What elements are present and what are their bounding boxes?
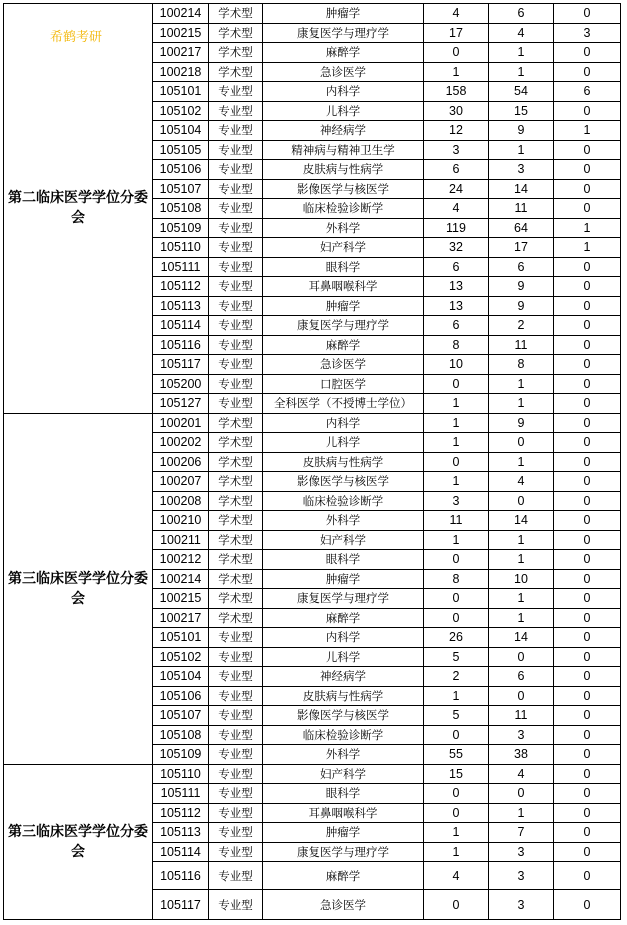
major-name-cell: 影像医学与核医学 xyxy=(263,472,424,492)
program-code-cell: 105107 xyxy=(153,179,209,199)
major-name-cell: 临床检验诊断学 xyxy=(263,491,424,511)
major-name-cell: 眼科学 xyxy=(263,784,424,804)
count-c-cell: 0 xyxy=(554,491,621,511)
degree-type-cell: 学术型 xyxy=(209,4,263,24)
major-name-cell: 耳鼻咽喉科学 xyxy=(263,803,424,823)
count-c-cell: 0 xyxy=(554,530,621,550)
count-a-cell: 1 xyxy=(424,62,489,82)
count-b-cell: 11 xyxy=(489,335,554,355)
program-code-cell: 105117 xyxy=(153,890,209,920)
count-c-cell: 0 xyxy=(554,413,621,433)
count-a-cell: 6 xyxy=(424,160,489,180)
program-code-cell: 105112 xyxy=(153,803,209,823)
count-b-cell: 1 xyxy=(489,608,554,628)
count-c-cell: 0 xyxy=(554,706,621,726)
count-c-cell: 0 xyxy=(554,179,621,199)
program-code-cell: 105117 xyxy=(153,355,209,375)
degree-type-cell: 学术型 xyxy=(209,608,263,628)
count-c-cell: 0 xyxy=(554,296,621,316)
major-name-cell: 康复医学与理疗学 xyxy=(263,842,424,862)
count-b-cell: 3 xyxy=(489,890,554,920)
count-b-cell: 14 xyxy=(489,179,554,199)
count-c-cell: 0 xyxy=(554,316,621,336)
count-c-cell: 0 xyxy=(554,823,621,843)
count-c-cell: 0 xyxy=(554,452,621,472)
degree-type-cell: 专业型 xyxy=(209,238,263,258)
degree-type-cell: 专业型 xyxy=(209,335,263,355)
count-c-cell: 0 xyxy=(554,199,621,219)
count-b-cell: 0 xyxy=(489,491,554,511)
degree-type-cell: 专业型 xyxy=(209,101,263,121)
count-a-cell: 1 xyxy=(424,433,489,453)
count-b-cell: 1 xyxy=(489,140,554,160)
degree-type-cell: 学术型 xyxy=(209,569,263,589)
major-name-cell: 妇产科学 xyxy=(263,764,424,784)
count-c-cell: 0 xyxy=(554,589,621,609)
program-code-cell: 105102 xyxy=(153,101,209,121)
program-code-cell: 100207 xyxy=(153,472,209,492)
degree-type-cell: 学术型 xyxy=(209,62,263,82)
count-c-cell: 1 xyxy=(554,238,621,258)
count-b-cell: 1 xyxy=(489,394,554,414)
count-b-cell: 0 xyxy=(489,784,554,804)
major-name-cell: 皮肤病与性病学 xyxy=(263,160,424,180)
count-c-cell: 0 xyxy=(554,62,621,82)
count-b-cell: 6 xyxy=(489,4,554,24)
degree-type-cell: 专业型 xyxy=(209,257,263,277)
count-a-cell: 10 xyxy=(424,355,489,375)
count-a-cell: 0 xyxy=(424,803,489,823)
group-label: 第三临床医学学位分委会 xyxy=(4,764,153,920)
count-a-cell: 1 xyxy=(424,394,489,414)
count-c-cell: 0 xyxy=(554,277,621,297)
count-b-cell: 9 xyxy=(489,121,554,141)
major-name-cell: 儿科学 xyxy=(263,101,424,121)
count-c-cell: 0 xyxy=(554,725,621,745)
count-c-cell: 0 xyxy=(554,43,621,63)
count-a-cell: 0 xyxy=(424,890,489,920)
table-row xyxy=(4,413,621,433)
count-a-cell: 0 xyxy=(424,550,489,570)
count-c-cell: 0 xyxy=(554,628,621,648)
count-a-cell: 6 xyxy=(424,257,489,277)
degree-type-cell: 专业型 xyxy=(209,374,263,394)
count-c-cell: 0 xyxy=(554,550,621,570)
major-name-cell: 皮肤病与性病学 xyxy=(263,452,424,472)
major-name-cell: 内科学 xyxy=(263,628,424,648)
major-name-cell: 临床检验诊断学 xyxy=(263,725,424,745)
degree-type-cell: 专业型 xyxy=(209,706,263,726)
degree-type-cell: 专业型 xyxy=(209,394,263,414)
count-c-cell: 0 xyxy=(554,257,621,277)
count-c-cell: 0 xyxy=(554,890,621,920)
program-code-cell: 105110 xyxy=(153,764,209,784)
degree-statistics-table xyxy=(3,3,621,920)
program-code-cell: 105114 xyxy=(153,842,209,862)
program-code-cell: 105101 xyxy=(153,82,209,102)
program-code-cell: 105106 xyxy=(153,160,209,180)
count-b-cell: 11 xyxy=(489,706,554,726)
program-code-cell: 100201 xyxy=(153,413,209,433)
count-a-cell: 17 xyxy=(424,23,489,43)
count-c-cell: 0 xyxy=(554,745,621,765)
degree-type-cell: 专业型 xyxy=(209,862,263,890)
major-name-cell: 眼科学 xyxy=(263,257,424,277)
count-b-cell: 1 xyxy=(489,589,554,609)
count-b-cell: 2 xyxy=(489,316,554,336)
major-name-cell: 外科学 xyxy=(263,218,424,238)
major-name-cell: 皮肤病与性病学 xyxy=(263,686,424,706)
major-name-cell: 内科学 xyxy=(263,82,424,102)
count-b-cell: 9 xyxy=(489,277,554,297)
count-a-cell: 11 xyxy=(424,511,489,531)
count-a-cell: 1 xyxy=(424,472,489,492)
count-b-cell: 0 xyxy=(489,433,554,453)
major-name-cell: 神经病学 xyxy=(263,667,424,687)
degree-type-cell: 学术型 xyxy=(209,433,263,453)
count-a-cell: 2 xyxy=(424,667,489,687)
program-code-cell: 105200 xyxy=(153,374,209,394)
degree-type-cell: 专业型 xyxy=(209,842,263,862)
count-b-cell: 1 xyxy=(489,62,554,82)
program-code-cell: 100202 xyxy=(153,433,209,453)
major-name-cell: 儿科学 xyxy=(263,647,424,667)
program-code-cell: 105105 xyxy=(153,140,209,160)
degree-type-cell: 专业型 xyxy=(209,218,263,238)
program-code-cell: 105104 xyxy=(153,121,209,141)
degree-type-cell: 专业型 xyxy=(209,160,263,180)
count-b-cell: 9 xyxy=(489,296,554,316)
count-c-cell: 0 xyxy=(554,569,621,589)
count-a-cell: 5 xyxy=(424,706,489,726)
major-name-cell: 肿瘤学 xyxy=(263,569,424,589)
degree-type-cell: 专业型 xyxy=(209,725,263,745)
count-a-cell: 8 xyxy=(424,569,489,589)
major-name-cell: 精神病与精神卫生学 xyxy=(263,140,424,160)
count-b-cell: 3 xyxy=(489,725,554,745)
major-name-cell: 康复医学与理疗学 xyxy=(263,316,424,336)
major-name-cell: 麻醉学 xyxy=(263,608,424,628)
major-name-cell: 内科学 xyxy=(263,413,424,433)
count-a-cell: 24 xyxy=(424,179,489,199)
major-name-cell: 急诊医学 xyxy=(263,890,424,920)
major-name-cell: 康复医学与理疗学 xyxy=(263,589,424,609)
degree-type-cell: 学术型 xyxy=(209,550,263,570)
count-c-cell: 0 xyxy=(554,862,621,890)
degree-type-cell: 学术型 xyxy=(209,23,263,43)
major-name-cell: 外科学 xyxy=(263,745,424,765)
count-a-cell: 0 xyxy=(424,784,489,804)
major-name-cell: 肿瘤学 xyxy=(263,823,424,843)
degree-type-cell: 学术型 xyxy=(209,589,263,609)
count-c-cell: 0 xyxy=(554,160,621,180)
count-a-cell: 13 xyxy=(424,296,489,316)
count-a-cell: 119 xyxy=(424,218,489,238)
count-a-cell: 5 xyxy=(424,647,489,667)
count-c-cell: 1 xyxy=(554,121,621,141)
program-code-cell: 105116 xyxy=(153,335,209,355)
program-code-cell: 105108 xyxy=(153,199,209,219)
major-name-cell: 麻醉学 xyxy=(263,335,424,355)
count-a-cell: 0 xyxy=(424,43,489,63)
count-b-cell: 1 xyxy=(489,374,554,394)
count-b-cell: 4 xyxy=(489,764,554,784)
count-b-cell: 8 xyxy=(489,355,554,375)
count-c-cell: 0 xyxy=(554,4,621,24)
table-body xyxy=(4,4,621,920)
count-c-cell: 0 xyxy=(554,764,621,784)
degree-type-cell: 专业型 xyxy=(209,784,263,804)
count-a-cell: 3 xyxy=(424,140,489,160)
program-code-cell: 105108 xyxy=(153,725,209,745)
degree-type-cell: 学术型 xyxy=(209,413,263,433)
degree-type-cell: 专业型 xyxy=(209,647,263,667)
count-b-cell: 7 xyxy=(489,823,554,843)
count-a-cell: 4 xyxy=(424,4,489,24)
degree-type-cell: 专业型 xyxy=(209,277,263,297)
count-a-cell: 32 xyxy=(424,238,489,258)
major-name-cell: 口腔医学 xyxy=(263,374,424,394)
program-code-cell: 100217 xyxy=(153,608,209,628)
count-b-cell: 6 xyxy=(489,667,554,687)
count-c-cell: 0 xyxy=(554,355,621,375)
count-a-cell: 158 xyxy=(424,82,489,102)
program-code-cell: 105112 xyxy=(153,277,209,297)
table-row xyxy=(4,4,621,24)
count-b-cell: 3 xyxy=(489,862,554,890)
program-code-cell: 100206 xyxy=(153,452,209,472)
count-c-cell: 0 xyxy=(554,803,621,823)
degree-type-cell: 学术型 xyxy=(209,452,263,472)
count-a-cell: 4 xyxy=(424,862,489,890)
count-b-cell: 3 xyxy=(489,160,554,180)
count-b-cell: 64 xyxy=(489,218,554,238)
group-label: 第二临床医学学位分委会 xyxy=(4,4,153,414)
major-name-cell: 妇产科学 xyxy=(263,530,424,550)
count-a-cell: 12 xyxy=(424,121,489,141)
count-b-cell: 15 xyxy=(489,101,554,121)
program-code-cell: 105114 xyxy=(153,316,209,336)
program-code-cell: 105113 xyxy=(153,296,209,316)
degree-type-cell: 专业型 xyxy=(209,179,263,199)
degree-type-cell: 专业型 xyxy=(209,823,263,843)
count-c-cell: 1 xyxy=(554,218,621,238)
count-c-cell: 6 xyxy=(554,82,621,102)
count-a-cell: 0 xyxy=(424,589,489,609)
program-code-cell: 105101 xyxy=(153,628,209,648)
count-c-cell: 0 xyxy=(554,433,621,453)
count-a-cell: 0 xyxy=(424,725,489,745)
degree-type-cell: 专业型 xyxy=(209,199,263,219)
count-b-cell: 4 xyxy=(489,472,554,492)
count-c-cell: 0 xyxy=(554,511,621,531)
count-b-cell: 0 xyxy=(489,647,554,667)
count-a-cell: 26 xyxy=(424,628,489,648)
count-a-cell: 1 xyxy=(424,842,489,862)
degree-type-cell: 专业型 xyxy=(209,890,263,920)
count-b-cell: 54 xyxy=(489,82,554,102)
group-label: 第三临床医学学位分委会 xyxy=(4,413,153,764)
major-name-cell: 妇产科学 xyxy=(263,238,424,258)
count-b-cell: 1 xyxy=(489,803,554,823)
major-name-cell: 急诊医学 xyxy=(263,62,424,82)
count-a-cell: 3 xyxy=(424,491,489,511)
program-code-cell: 100214 xyxy=(153,4,209,24)
count-a-cell: 13 xyxy=(424,277,489,297)
count-c-cell: 0 xyxy=(554,140,621,160)
program-code-cell: 100212 xyxy=(153,550,209,570)
count-a-cell: 30 xyxy=(424,101,489,121)
degree-type-cell: 专业型 xyxy=(209,121,263,141)
count-b-cell: 17 xyxy=(489,238,554,258)
program-code-cell: 100210 xyxy=(153,511,209,531)
count-c-cell: 0 xyxy=(554,394,621,414)
degree-type-cell: 专业型 xyxy=(209,140,263,160)
major-name-cell: 肿瘤学 xyxy=(263,4,424,24)
degree-type-cell: 学术型 xyxy=(209,491,263,511)
count-c-cell: 0 xyxy=(554,101,621,121)
count-a-cell: 8 xyxy=(424,335,489,355)
count-a-cell: 55 xyxy=(424,745,489,765)
degree-type-cell: 专业型 xyxy=(209,628,263,648)
count-c-cell: 0 xyxy=(554,784,621,804)
count-b-cell: 1 xyxy=(489,550,554,570)
count-a-cell: 6 xyxy=(424,316,489,336)
count-b-cell: 10 xyxy=(489,569,554,589)
major-name-cell: 肿瘤学 xyxy=(263,296,424,316)
count-b-cell: 14 xyxy=(489,511,554,531)
count-a-cell: 0 xyxy=(424,452,489,472)
degree-type-cell: 专业型 xyxy=(209,803,263,823)
program-code-cell: 105113 xyxy=(153,823,209,843)
degree-type-cell: 专业型 xyxy=(209,355,263,375)
major-name-cell: 眼科学 xyxy=(263,550,424,570)
program-code-cell: 100214 xyxy=(153,569,209,589)
program-code-cell: 100217 xyxy=(153,43,209,63)
major-name-cell: 影像医学与核医学 xyxy=(263,179,424,199)
program-code-cell: 105107 xyxy=(153,706,209,726)
major-name-cell: 神经病学 xyxy=(263,121,424,141)
count-a-cell: 1 xyxy=(424,530,489,550)
count-c-cell: 0 xyxy=(554,647,621,667)
count-c-cell: 0 xyxy=(554,374,621,394)
count-c-cell: 0 xyxy=(554,472,621,492)
watermark-text: 希鹤考研 xyxy=(49,30,102,45)
count-b-cell: 1 xyxy=(489,43,554,63)
major-name-cell: 外科学 xyxy=(263,511,424,531)
degree-type-cell: 专业型 xyxy=(209,667,263,687)
count-a-cell: 4 xyxy=(424,199,489,219)
degree-type-cell: 专业型 xyxy=(209,82,263,102)
count-b-cell: 1 xyxy=(489,530,554,550)
count-a-cell: 1 xyxy=(424,686,489,706)
count-a-cell: 1 xyxy=(424,413,489,433)
program-code-cell: 105106 xyxy=(153,686,209,706)
degree-type-cell: 专业型 xyxy=(209,745,263,765)
program-code-cell: 100215 xyxy=(153,589,209,609)
count-c-cell: 0 xyxy=(554,686,621,706)
degree-type-cell: 学术型 xyxy=(209,43,263,63)
major-name-cell: 耳鼻咽喉科学 xyxy=(263,277,424,297)
count-b-cell: 14 xyxy=(489,628,554,648)
major-name-cell: 全科医学（不授博士学位） xyxy=(263,394,424,414)
program-code-cell: 100218 xyxy=(153,62,209,82)
program-code-cell: 100215 xyxy=(153,23,209,43)
degree-type-cell: 专业型 xyxy=(209,296,263,316)
degree-type-cell: 学术型 xyxy=(209,511,263,531)
program-code-cell: 105109 xyxy=(153,745,209,765)
major-name-cell: 临床检验诊断学 xyxy=(263,199,424,219)
degree-type-cell: 专业型 xyxy=(209,316,263,336)
count-b-cell: 4 xyxy=(489,23,554,43)
table-row xyxy=(4,764,621,784)
program-code-cell: 105127 xyxy=(153,394,209,414)
major-name-cell: 麻醉学 xyxy=(263,43,424,63)
count-a-cell: 0 xyxy=(424,608,489,628)
program-code-cell: 105102 xyxy=(153,647,209,667)
program-code-cell: 100208 xyxy=(153,491,209,511)
count-b-cell: 38 xyxy=(489,745,554,765)
count-b-cell: 3 xyxy=(489,842,554,862)
program-code-cell: 105111 xyxy=(153,257,209,277)
count-c-cell: 0 xyxy=(554,667,621,687)
count-a-cell: 1 xyxy=(424,823,489,843)
count-b-cell: 9 xyxy=(489,413,554,433)
count-a-cell: 15 xyxy=(424,764,489,784)
major-name-cell: 儿科学 xyxy=(263,433,424,453)
count-c-cell: 0 xyxy=(554,335,621,355)
major-name-cell: 急诊医学 xyxy=(263,355,424,375)
count-a-cell: 0 xyxy=(424,374,489,394)
program-code-cell: 105110 xyxy=(153,238,209,258)
degree-type-cell: 专业型 xyxy=(209,764,263,784)
major-name-cell: 麻醉学 xyxy=(263,862,424,890)
program-code-cell: 100211 xyxy=(153,530,209,550)
major-name-cell: 影像医学与核医学 xyxy=(263,706,424,726)
program-code-cell: 105111 xyxy=(153,784,209,804)
count-b-cell: 0 xyxy=(489,686,554,706)
count-b-cell: 11 xyxy=(489,199,554,219)
count-b-cell: 6 xyxy=(489,257,554,277)
count-c-cell: 0 xyxy=(554,842,621,862)
program-code-cell: 105104 xyxy=(153,667,209,687)
program-code-cell: 105116 xyxy=(153,862,209,890)
count-b-cell: 1 xyxy=(489,452,554,472)
count-c-cell: 0 xyxy=(554,608,621,628)
degree-type-cell: 专业型 xyxy=(209,686,263,706)
program-code-cell: 105109 xyxy=(153,218,209,238)
degree-type-cell: 学术型 xyxy=(209,530,263,550)
count-c-cell: 3 xyxy=(554,23,621,43)
major-name-cell: 康复医学与理疗学 xyxy=(263,23,424,43)
degree-type-cell: 学术型 xyxy=(209,472,263,492)
